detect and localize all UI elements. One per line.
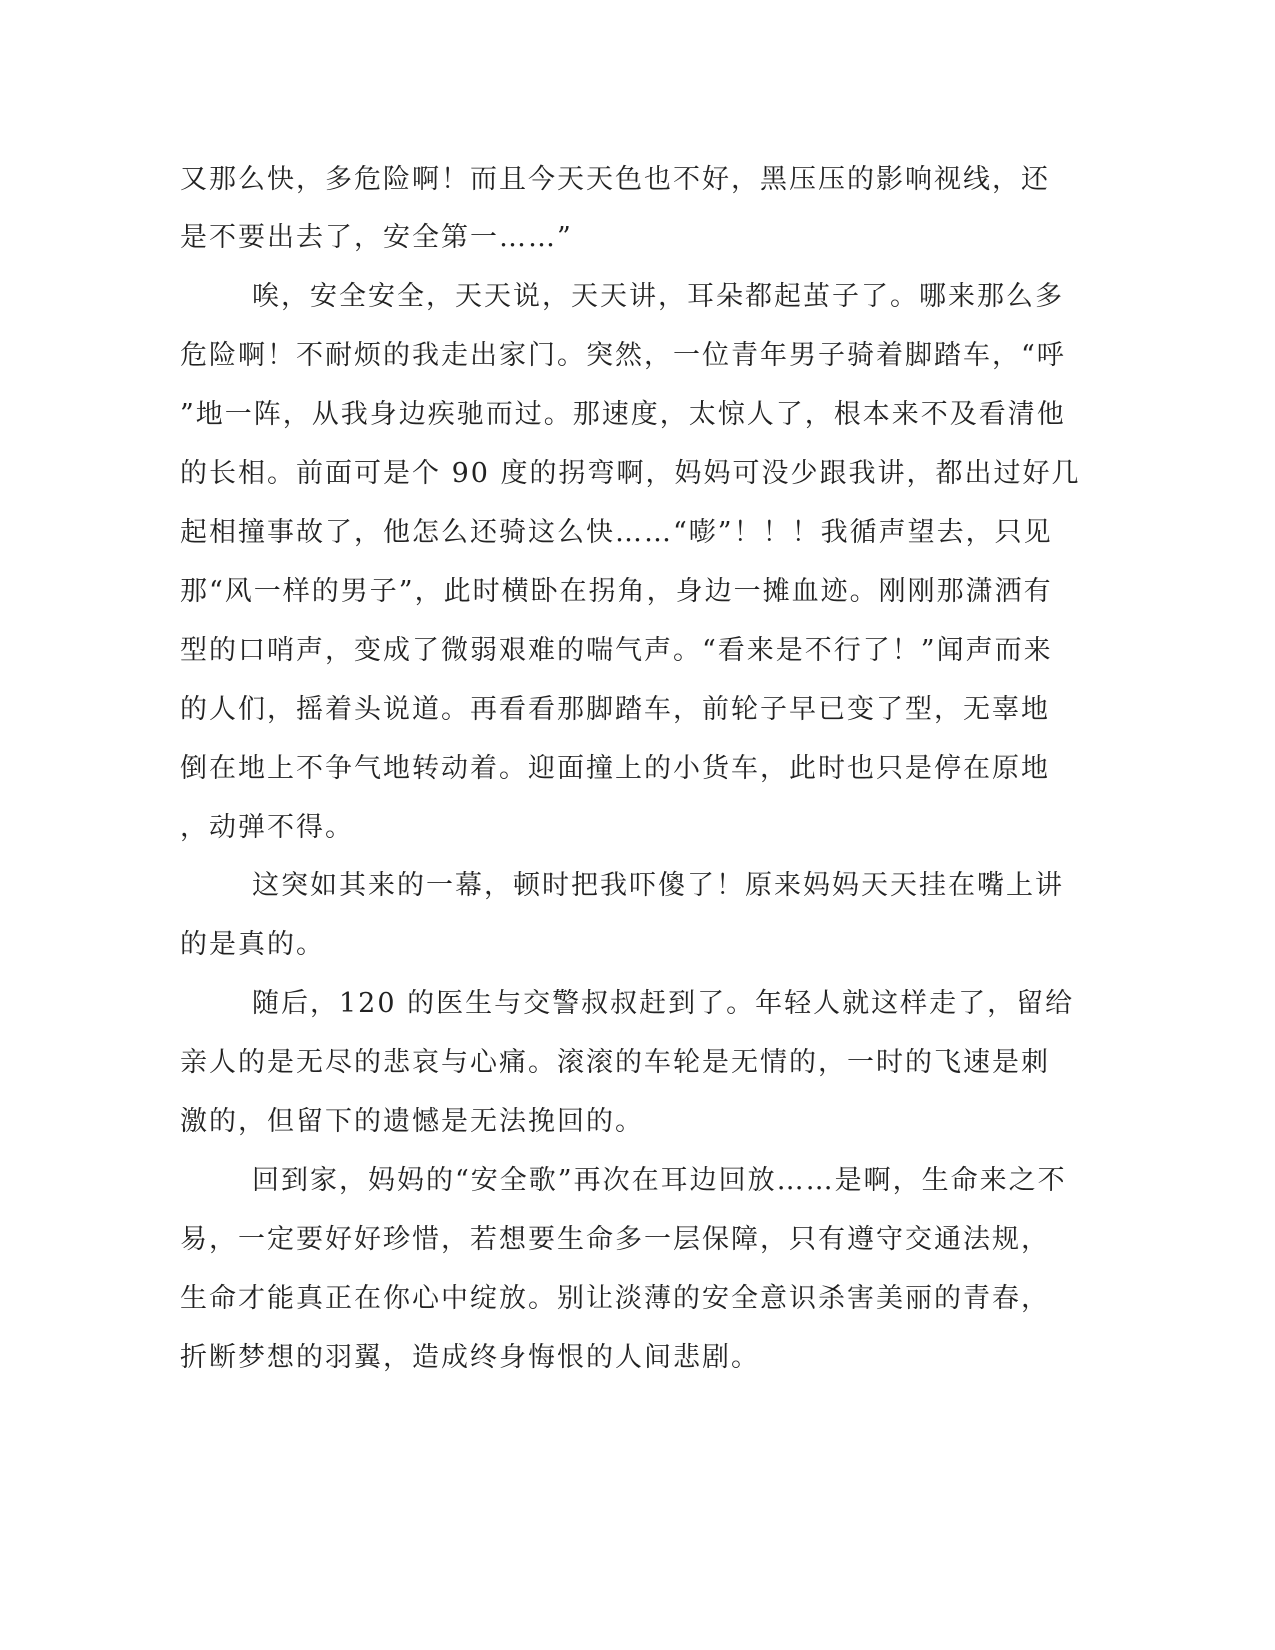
text-line: 型的口哨声，变成了微弱艰难的喘气声。“看来是不行了！”闻声而来 xyxy=(180,635,1053,666)
text-line: ”地一阵，从我身边疾驰而过。那速度，太惊人了，根本来不及看清他 xyxy=(180,399,1066,430)
text-line: 的人们，摇着头说道。再看看那脚踏车，前轮子早已变了型，无辜地 xyxy=(180,694,1050,725)
text-line: 的长相。前面可是个 90 度的拐弯啊，妈妈可没少跟我讲，都出过好几 xyxy=(180,458,1081,489)
paragraph-start-line: 唉，安全安全，天天说，天天讲，耳朵都起茧子了。哪来那么多 xyxy=(252,281,1064,312)
text-line: 倒在地上不争气地转动着。迎面撞上的小货车，此时也只是停在原地 xyxy=(180,753,1050,784)
text-line: 易，一定要好好珍惜，若想要生命多一层保障，只有遵守交通法规， xyxy=(180,1224,1050,1255)
text-line: 又那么快，多危险啊！而且今天天色也不好，黑压压的影响视线，还 xyxy=(180,164,1050,195)
text-line: 那“风一样的男子”，此时横卧在拐角，身边一摊血迹。刚刚那潇洒有 xyxy=(180,576,1053,607)
text-line: 起相撞事故了，他怎么还骑这么快……“嘭”！！！我循声望去，只见 xyxy=(180,517,1053,548)
paragraph-start-line: 回到家，妈妈的“安全歌”再次在耳边回放……是啊，生命来之不 xyxy=(252,1165,1067,1196)
text-line: 生命才能真正在你心中绽放。别让淡薄的安全意识杀害美丽的青春， xyxy=(180,1283,1050,1314)
text-line: 危险啊！不耐烦的我走出家门。突然，一位青年男子骑着脚踏车，“呼 xyxy=(180,340,1066,371)
text-line: 激的，但留下的遗憾是无法挽回的。 xyxy=(180,1106,644,1137)
text-line: ，动弹不得。 xyxy=(180,812,354,843)
text-line: 亲人的是无尽的悲哀与心痛。滚滚的车轮是无情的，一时的飞速是刺 xyxy=(180,1047,1050,1078)
paragraph-start-line: 随后，120 的医生与交警叔叔赶到了。年轻人就这样走了，留给 xyxy=(252,988,1075,1019)
text-line: 折断梦想的羽翼，造成终身悔恨的人间悲剧。 xyxy=(180,1342,760,1373)
text-line: 的是真的。 xyxy=(180,929,325,960)
paragraph-start-line: 这突如其来的一幕，顿时把我吓傻了！原来妈妈天天挂在嘴上讲 xyxy=(252,870,1064,901)
text-line: 是不要出去了，安全第一……” xyxy=(180,222,573,253)
